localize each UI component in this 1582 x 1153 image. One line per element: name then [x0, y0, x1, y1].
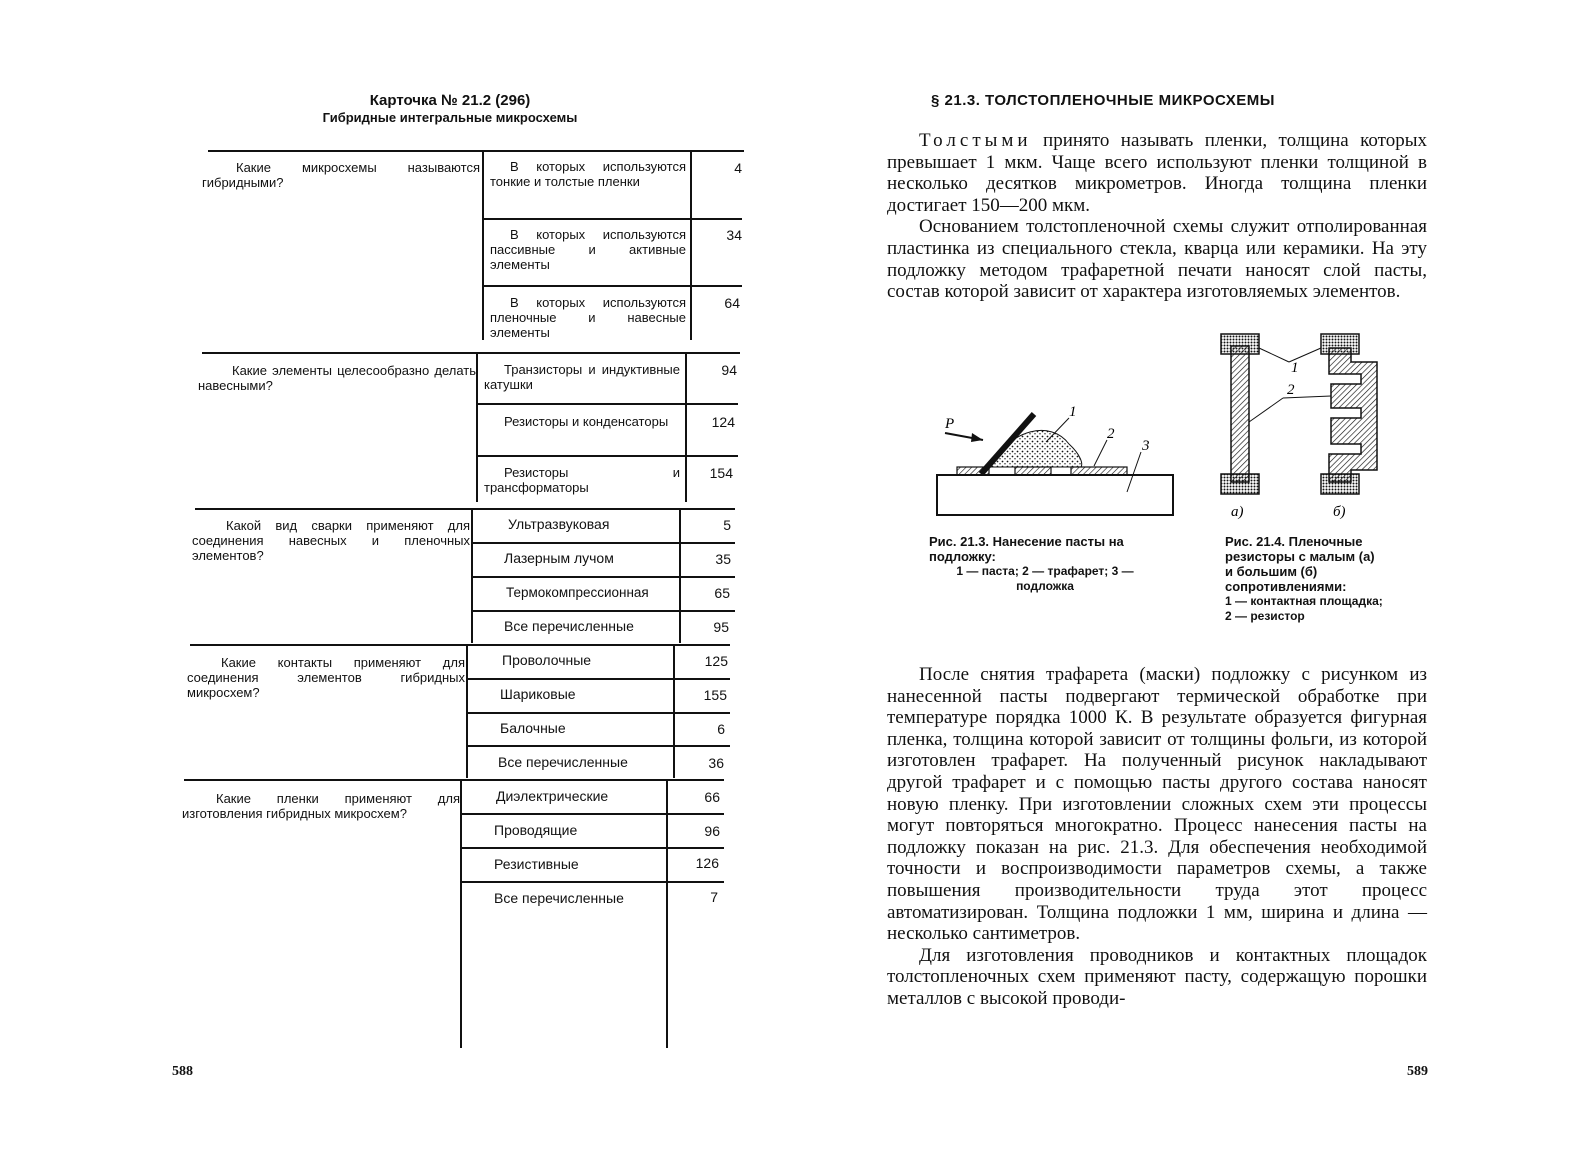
question-text: Какие микросхемы называются гибридными? — [202, 160, 480, 190]
table-answer-rule — [468, 678, 730, 680]
answer-code: 66 — [704, 789, 720, 805]
paragraph-text: принято называть пленки, толщина которых превышает 1 мкм. Чаще всего используют пленки толщиной в несколько десятков микрометров. Иногда толщина пленки достигает 150—200 мкм. — [887, 130, 1427, 216]
answer-text: Балочные — [500, 720, 566, 736]
table-answer-rule — [462, 881, 724, 883]
figure-21-4-caption — [1225, 534, 1385, 624]
card-subtitle: Гибридные интегральные микросхемы — [322, 110, 578, 125]
table-answer-rule — [462, 847, 724, 849]
answer-code: 94 — [721, 362, 737, 378]
label-2: 2 — [1107, 426, 1115, 442]
paragraph: После снятия трафарета (маски) подложку с рисунком из нанесенной пасты подвергают термической обработке при температуре порядка 1000 К. В результате образуется фигурная пленка, толщина которой зависит от толщины фольги, из которой изготовлен трафарет. На полученный рисунок накладывают другой трафарет и с помощью пасты другого состава наносят новую пленку. При изготовлении сложных схем эти процессы могут повторяться многократно. Процесс нанесения пасты на подложку показан на рис. 21.3. Для обеспечения необходимой точности и воспроизводимости параметров схемы, а также повышения производительности труда этот процесс автоматизирован. Толщина подложки 1 мм, ширина и длина — несколько сантиметров. — [887, 664, 1427, 945]
caption-legend: 1 — паста; 2 — трафарет; 3 — подложка — [956, 564, 1134, 593]
question-text: Какой вид сварки применяют для соединения навесных и пленочных элементов? — [192, 518, 470, 563]
question-text: Какие контакты применяют для соединения элементов гибридных микросхем? — [187, 655, 465, 700]
answer-code: 124 — [711, 414, 735, 430]
table-answer-rule — [468, 712, 730, 714]
answer-code: 36 — [708, 755, 724, 771]
answer-code: 6 — [717, 721, 725, 737]
answer-code: 125 — [704, 653, 728, 669]
answer-text: Ультразвуковая — [508, 516, 610, 532]
answer-text: Лазерным лучом — [504, 550, 614, 566]
table-answer-rule — [468, 745, 730, 747]
answer-text: Резисторы и конденсаторы — [504, 414, 669, 429]
table-code-divider — [685, 352, 687, 502]
table-column-divider — [482, 150, 484, 340]
answer-text: В которых используются тонкие и толстые пленки — [490, 159, 686, 189]
table-answer-rule — [462, 813, 724, 815]
answer-text: Проводящие — [494, 822, 578, 838]
page-number: 588 — [172, 1064, 193, 1079]
answer-code: 65 — [714, 585, 730, 601]
stencil-shape — [1071, 467, 1127, 475]
table-answer-rule — [478, 455, 738, 457]
answer-text: Все перечисленные — [498, 754, 628, 770]
paragraph: Основанием толстопленочной схемы служит отполированная пластинка из специального стекла, кварца или керамики. На эту подложку методом трафаретной печати наносят слой пасты, состав которой зависит от характера изготовляемых элементов. — [887, 216, 1427, 303]
figure-21-3-caption — [929, 534, 1161, 594]
label-a: а) — [1231, 504, 1244, 520]
answer-text: Шариковые — [500, 686, 576, 702]
label-1: 1 — [1291, 360, 1299, 376]
section-heading: § 21.3. ТОЛСТОПЛЕНОЧНЫЕ МИКРОСХЕМЫ — [931, 92, 1275, 109]
table-group-rule — [195, 508, 735, 510]
table-column-divider — [476, 352, 478, 502]
answer-code: 96 — [704, 823, 720, 839]
card-title: Карточка № 21.2 (296) — [369, 92, 531, 109]
answer-text: Все перечисленные — [504, 618, 634, 634]
answer-code: 4 — [734, 160, 742, 176]
leader-line-shape — [1127, 452, 1141, 492]
answer-code: 126 — [695, 855, 719, 871]
resistor-shape — [1329, 348, 1377, 482]
answer-code: 95 — [713, 619, 729, 635]
table-answer-rule — [484, 218, 742, 220]
card-header — [300, 92, 600, 126]
answer-code: 5 — [723, 517, 731, 533]
caption-text: Рис. 21.4. Пленочные резисторы с малым (а) и большим (б) сопротивлениями: — [1225, 534, 1375, 594]
table-answer-rule — [473, 542, 735, 544]
table-answer-rule — [473, 610, 735, 612]
caption-legend: 1 — контактная площадка; 2 — резистор — [1225, 594, 1383, 623]
answer-text: Резистивные — [494, 856, 579, 872]
table-answer-rule — [484, 285, 742, 287]
table-group-rule — [202, 352, 740, 354]
answer-code: 64 — [724, 295, 740, 311]
table-answer-rule — [478, 403, 738, 405]
answer-code: 154 — [709, 465, 733, 481]
stencil-shape — [1015, 467, 1051, 475]
paragraph — [887, 130, 1427, 216]
answer-code: 7 — [710, 889, 718, 905]
question-text: Какие элементы целесообразно делать навесными? — [198, 363, 476, 393]
paragraph: Для изготовления проводников и контактных площадок толстопленочных схем применяют пасту, содержащую порошки металлов с высокой проводи- — [887, 944, 1427, 1009]
answer-text: Термокомпрессионная — [506, 585, 649, 600]
body-text-bottom — [887, 664, 1427, 1010]
body-text-top — [887, 130, 1427, 303]
label-3: 3 — [1142, 438, 1150, 454]
answer-text: Резисторы и трансформаторы — [484, 465, 680, 495]
label-2: 2 — [1287, 382, 1295, 398]
table-group-rule — [208, 150, 744, 152]
table-answer-rule — [473, 576, 735, 578]
table-code-divider — [666, 780, 668, 1048]
answer-text: Диэлектрические — [496, 788, 609, 804]
table-column-divider — [460, 780, 462, 1048]
label-b: б) — [1333, 504, 1346, 520]
answer-text: Транзисторы и индуктивные катушки — [484, 362, 680, 392]
caption-text: Рис. 21.3. Нанесение пасты на подложку: — [929, 534, 1124, 564]
label-p: P — [945, 416, 955, 432]
substrate-shape — [937, 475, 1173, 515]
leader-line-shape — [1259, 348, 1289, 362]
leader-line-shape — [1249, 398, 1283, 422]
emphasized-term: Толстыми — [919, 130, 1032, 151]
answer-code: 35 — [715, 551, 731, 567]
label-1: 1 — [1069, 404, 1077, 420]
answer-text: Проволочные — [502, 652, 592, 668]
page-number: 589 — [1407, 1064, 1428, 1079]
table-group-rule — [184, 779, 724, 781]
resistor-shape — [1231, 346, 1249, 482]
figure-21-4 — [1211, 326, 1391, 526]
answer-text: В которых используются пленочные и навесные элементы — [490, 295, 686, 340]
question-text: Какие пленки применяют для изготовления гибридных микросхем? — [182, 791, 460, 821]
answer-text: В которых используются пассивные и активные элементы — [490, 227, 686, 272]
answer-code: 34 — [726, 227, 742, 243]
leader-line-shape — [1094, 440, 1107, 466]
answer-text: Все перечисленные — [494, 890, 624, 906]
right-page — [791, 0, 1582, 1153]
answer-code: 155 — [703, 687, 727, 703]
table-group-rule — [190, 644, 730, 646]
figure-21-3 — [931, 400, 1176, 525]
table-code-divider — [690, 150, 692, 340]
